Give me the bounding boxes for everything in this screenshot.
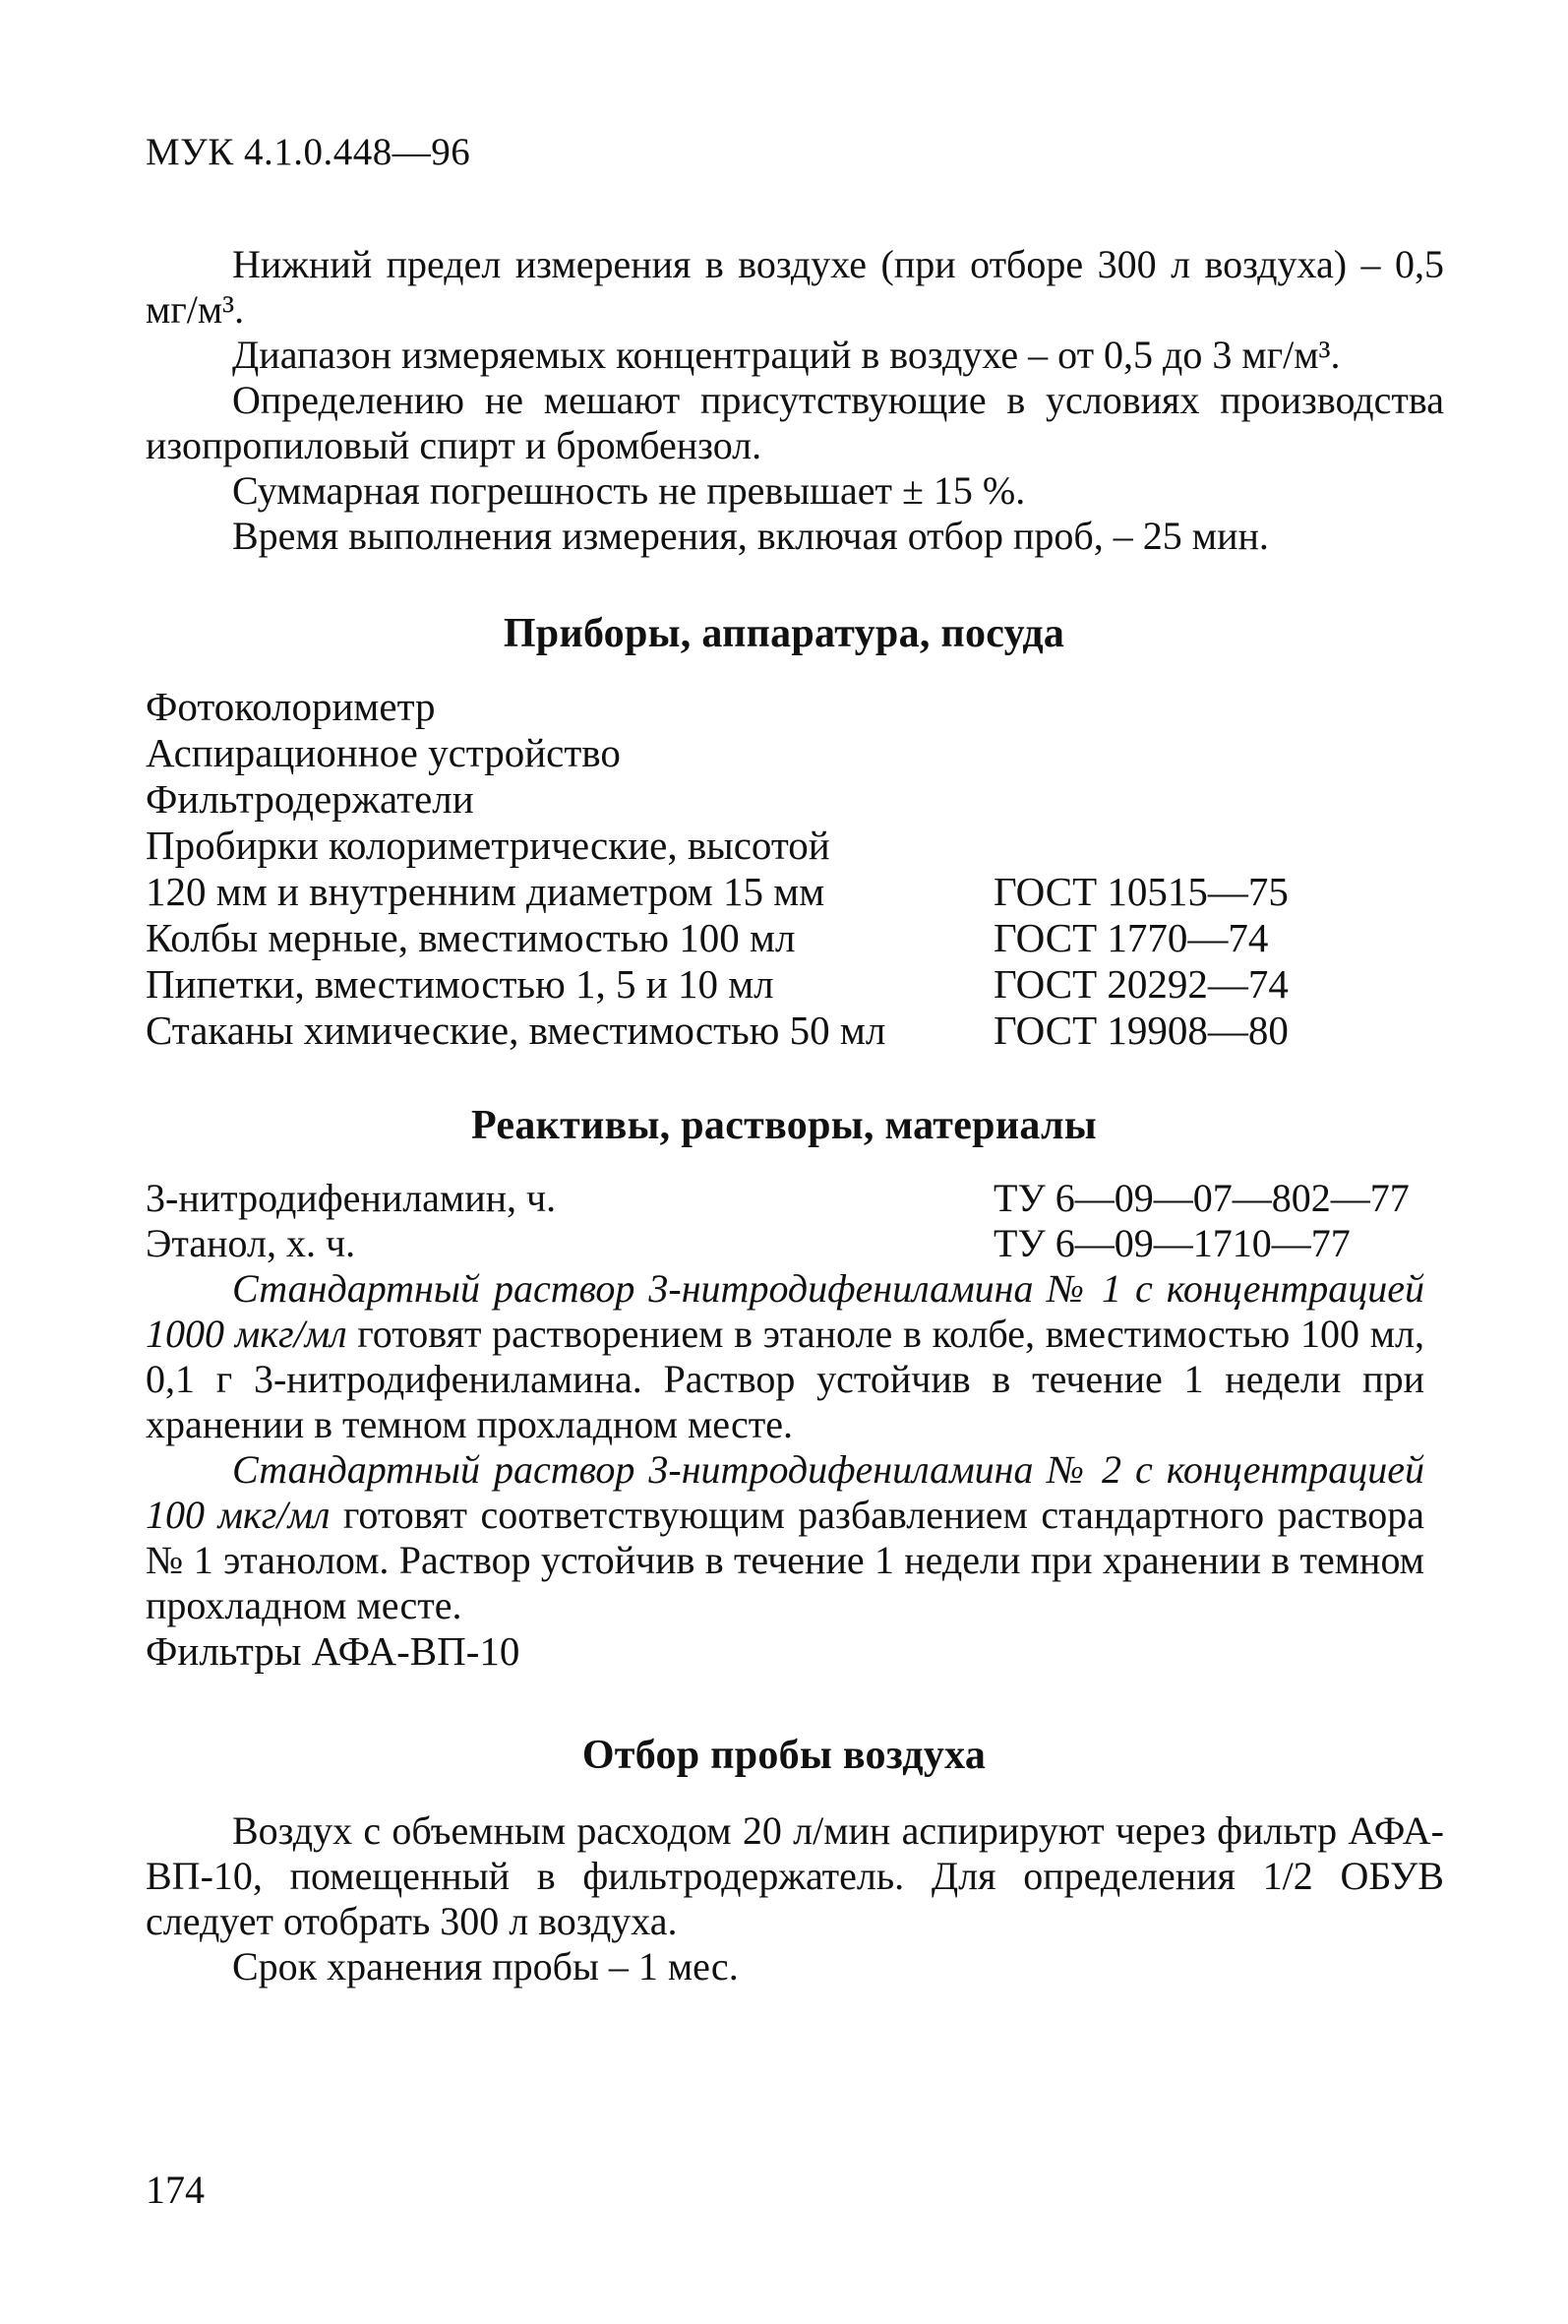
running-header: МУК 4.1.0.448—96 [146, 131, 471, 173]
equipment-standard: ГОСТ 20292—74 [994, 961, 1289, 1007]
equipment-name: Фильтродержатели [146, 776, 474, 822]
paragraph-solution-1 [146, 1266, 1424, 1447]
list-item [146, 1176, 1424, 1221]
equipment-name: Стаканы химические, вместимостью 50 мл [146, 1008, 886, 1053]
reagent-name: Этанол, х. ч. [146, 1221, 356, 1265]
paragraph-interference: Определению не мешают присутствующие в условиях производства изопропиловый спирт и бромбензол. [146, 378, 1444, 467]
list-item [146, 1008, 1326, 1054]
list-item [146, 730, 1326, 776]
reagent-name: 3-нитродифениламин, ч. [146, 1176, 557, 1220]
sampling-section [146, 1808, 1444, 1989]
equipment-name: Пипетки, вместимостью 1, 5 и 10 мл [146, 961, 774, 1007]
equipment-standard: ГОСТ 1770—74 [994, 915, 1269, 960]
list-item [146, 823, 1326, 869]
paragraph-solution-2 [146, 1447, 1424, 1628]
paragraph-storage: Срок хранения пробы – 1 мес. [232, 1944, 739, 1988]
list-item [146, 915, 1326, 961]
reagent-spec: ТУ 6—09—07—802—77 [994, 1176, 1410, 1220]
filters-line: Фильтры АФА-ВП-10 [146, 1628, 520, 1674]
intro-section [146, 242, 1444, 559]
equipment-standard: ГОСТ 10515—75 [994, 869, 1289, 914]
list-item [146, 961, 1326, 1008]
list-item [146, 869, 1326, 915]
paragraph-lower-limit: Нижний предел измерения в воздухе (при отборе 300 л воздуха) – 0,5 мг/м³. [146, 242, 1444, 332]
equipment-standard: ГОСТ 19908—80 [994, 1008, 1289, 1053]
equipment-name: 120 мм и внутренним диаметром 15 мм [146, 869, 825, 914]
equipment-name: Пробирки колориметрические, высотой [146, 823, 830, 868]
list-item [146, 684, 1326, 730]
list-item [146, 776, 1326, 823]
solution-1-text: готовят растворением в этаноле в колбе, вместимостью 100 мл, 0,1 г 3-нитродифениламина. Раствор устойчив в течение 1 недели при хранении в темном прохладном месте. [146, 1312, 1424, 1446]
heading-reagents: Реактивы, растворы, материалы [471, 1103, 1097, 1148]
paragraph-error: Суммарная погрешность не превышает ± 15 %. [232, 468, 1026, 513]
solution-1-title: Стандартный раствор 3-нитродифениламина № 1 с концентрацией 1000 мкг/мл [146, 1266, 1424, 1356]
paragraph-sampling: Воздух с объемным расходом 20 л/мин аспирируют через фильтр АФА-ВП-10, помещенный в фильтродержатель. Для определения 1/2 ОБУВ следует отобрать 300 л воздуха. [146, 1808, 1444, 1943]
equipment-name: Фотоколориметр [146, 684, 436, 729]
reagents-section [146, 1176, 1424, 1674]
equipment-name: Колбы мерные, вместимостью 100 мл [146, 915, 796, 960]
reagent-spec: ТУ 6—09—1710—77 [994, 1221, 1351, 1265]
page-number: 174 [146, 2168, 205, 2212]
heading-equipment: Приборы, аппаратура, посуда [503, 611, 1065, 656]
equipment-name: Аспирационное устройство [146, 730, 621, 775]
solution-2-text: готовят соответствующим разбавлением стандартного раствора № 1 этанолом. Раствор устойчив в течение 1 недели при хранении в темном прохладном месте. [146, 1493, 1424, 1627]
solution-2-title: Стандартный раствор 3-нитродифениламина № 2 с концентрацией 100 мкг/мл [146, 1447, 1424, 1537]
paragraph-duration: Время выполнения измерения, включая отбор проб, – 25 мин. [232, 514, 1269, 558]
list-item [146, 1221, 1424, 1266]
heading-sampling: Отбор пробы воздуха [581, 1733, 987, 1778]
paragraph-range: Диапазон измеряемых концентраций в воздухе – от 0,5 до 3 мг/м³. [232, 333, 1341, 377]
equipment-list [146, 684, 1326, 1054]
